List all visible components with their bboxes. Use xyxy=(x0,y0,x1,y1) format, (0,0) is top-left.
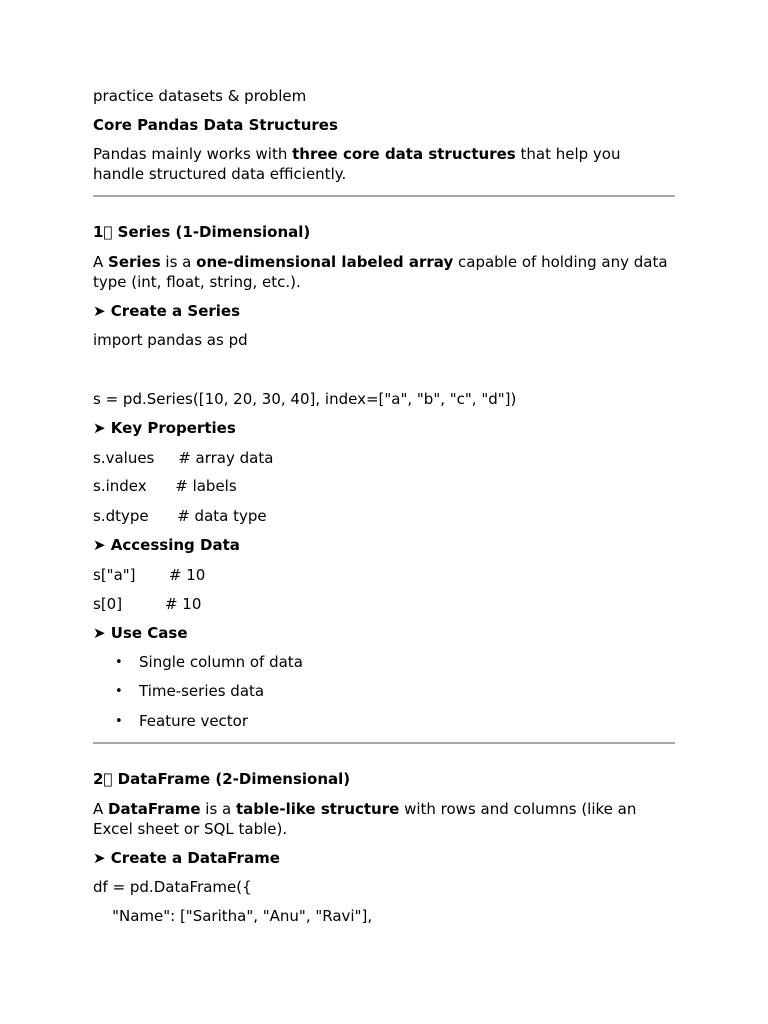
series-desc-emph: one-dimensional labeled array xyxy=(196,253,454,271)
code-dataframe-name: "Name": ["Saritha", "Anu", "Ravi"], xyxy=(93,907,373,925)
divider-1 xyxy=(93,195,675,197)
code-prop-values: s.values # array data xyxy=(93,449,274,467)
series-heading: 1⃣ Series (1-Dimensional) xyxy=(93,223,311,241)
list-item-text: Single column of data xyxy=(139,653,303,671)
create-dataframe-heading: ➤ Create a DataFrame xyxy=(93,849,280,867)
page-title: Core Pandas Data Structures xyxy=(93,116,338,134)
code-access-position: s[0] # 10 xyxy=(93,595,202,613)
bullet-glyph: • xyxy=(115,655,123,670)
code-prop-index: s.index # labels xyxy=(93,477,237,495)
lead-bold: three core data structures xyxy=(292,145,516,163)
code-dataframe-open: df = pd.DataFrame({ xyxy=(93,878,252,896)
df-desc-c: is a xyxy=(200,800,236,818)
df-desc-emph: table-like structure xyxy=(236,800,400,818)
lead-paragraph xyxy=(93,144,675,184)
code-series-create: s = pd.Series([10, 20, 30, 40], index=["a", "b", "c", "d"]) xyxy=(93,390,517,408)
code-import: import pandas as pd xyxy=(93,331,248,349)
series-description xyxy=(93,252,675,292)
key-properties-heading: ➤ Key Properties xyxy=(93,419,236,437)
df-desc-term: DataFrame xyxy=(108,800,201,818)
series-desc-d: capable of holding any data type (int, float, string, etc.). xyxy=(93,253,668,291)
df-desc-a: A xyxy=(93,800,109,818)
divider-2 xyxy=(93,742,675,744)
series-desc-a: A xyxy=(93,253,109,271)
series-desc-term: Series xyxy=(108,253,161,271)
list-item-text: Feature vector xyxy=(139,712,249,730)
bullet-glyph: • xyxy=(115,684,123,699)
lead-pre: Pandas mainly works with xyxy=(93,145,293,163)
list-item-text: Time-series data xyxy=(139,682,265,700)
bullet-glyph: • xyxy=(115,714,123,729)
code-prop-dtype: s.dtype # data type xyxy=(93,507,267,525)
dataframe-description xyxy=(93,799,675,839)
create-series-heading: ➤ Create a Series xyxy=(93,302,241,320)
series-desc-c: is a xyxy=(160,253,197,271)
dataframe-heading: 2⃣ DataFrame (2-Dimensional) xyxy=(93,770,351,788)
accessing-data-heading: ➤ Accessing Data xyxy=(93,536,240,554)
lead-post: that help you handle structured data efficiently. xyxy=(93,145,621,183)
use-case-heading: ➤ Use Case xyxy=(93,624,188,642)
code-access-label: s["a"] # 10 xyxy=(93,566,206,584)
intro-text: practice datasets & problem xyxy=(93,87,307,105)
df-desc-d: with rows and columns (like an Excel sheet or SQL table). xyxy=(93,800,637,838)
